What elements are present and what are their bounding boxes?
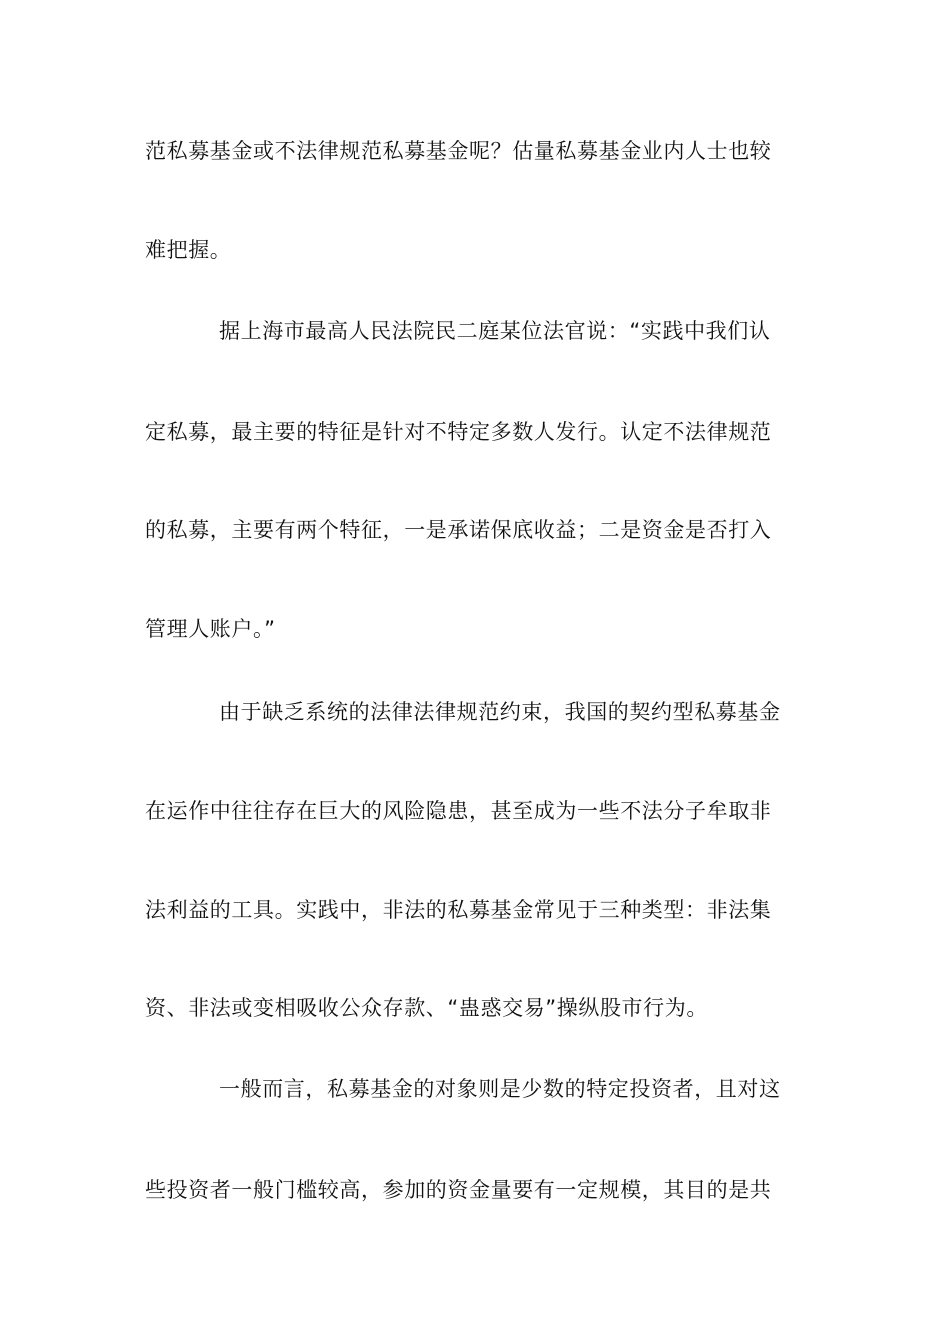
text-line: 范私募基金或不法律规范私募基金呢？估量私募基金业内人士也较 bbox=[145, 139, 772, 163]
text-line: 难把握。 bbox=[145, 238, 232, 262]
text-line: 法利益的工具。实践中，非法的私募基金常见于三种类型：非法集 bbox=[145, 898, 772, 922]
paragraph-first-line: 据上海市最高人民法院民二庭某位法官说：“实践中我们认 bbox=[219, 319, 771, 343]
text-line: 定私募，最主要的特征是针对不特定多数人发行。认定不法律规范 bbox=[145, 420, 772, 444]
text-line: 管理人账户。” bbox=[145, 617, 276, 641]
text-line: 些投资者一般门槛较高，参加的资金量要有一定规模，其目的是共 bbox=[145, 1178, 772, 1202]
paragraph-first-line: 一般而言，私募基金的对象则是少数的特定投资者，且对这 bbox=[219, 1077, 781, 1101]
paragraph-first-line: 由于缺乏系统的法律法律规范约束，我国的契约型私募基金 bbox=[219, 700, 781, 724]
text-line: 的私募，主要有两个特征，一是承诺保底收益；二是资金是否打入 bbox=[145, 518, 772, 542]
text-line: 资、非法或变相吸收公众存款、“蛊惑交易”操纵股市行为。 bbox=[145, 996, 708, 1020]
text-line: 在运作中往往存在巨大的风险隐患，甚至成为一些不法分子牟取非 bbox=[145, 799, 772, 823]
